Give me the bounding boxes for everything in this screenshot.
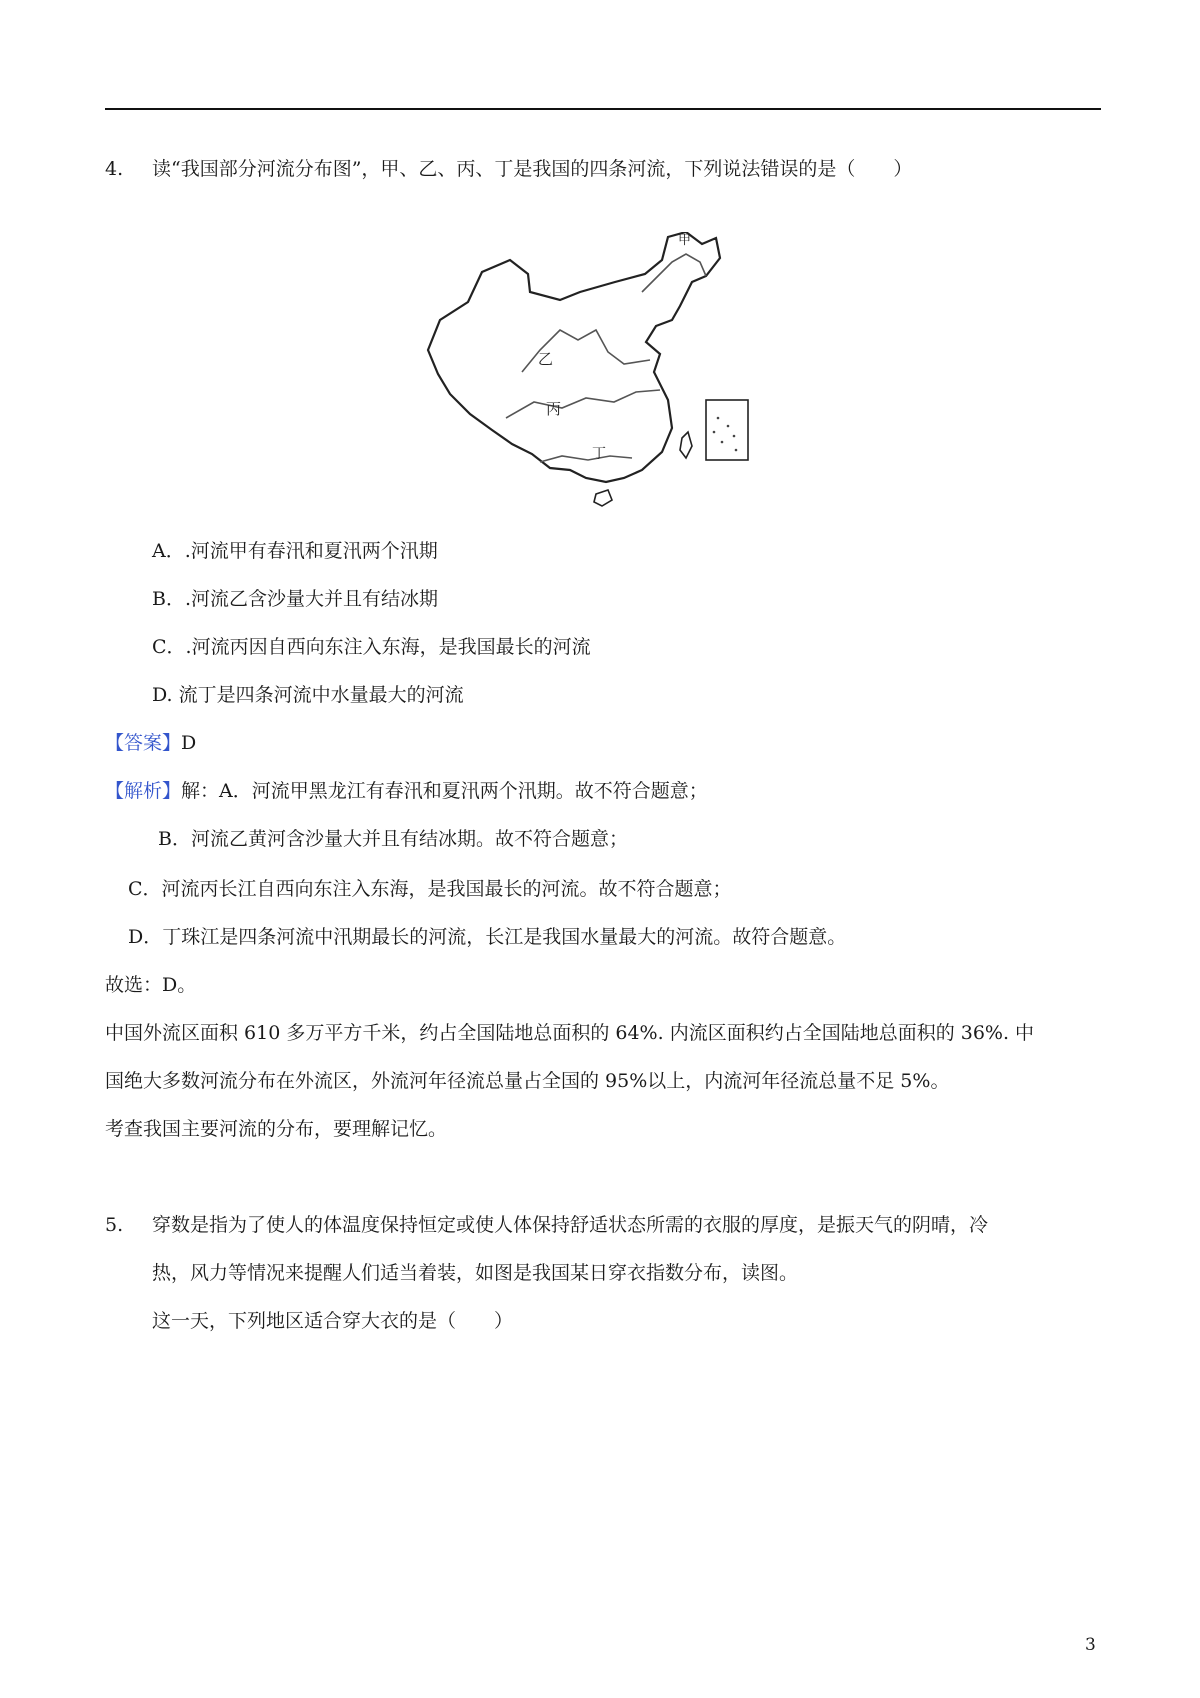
country-outline [428, 232, 720, 482]
river-ding [540, 456, 632, 462]
south-sea-inset [706, 400, 748, 460]
analysis-label: 【解析】 [105, 780, 182, 802]
analysis-line: B．河流乙黄河含沙量大并且有结冰期。故不符合题意； [158, 828, 628, 850]
answer-row [105, 730, 196, 756]
analysis-line: D．丁珠江是四条河流中汛期最长的河流，长江是我国水量最大的河流。故符合题意。 [128, 926, 847, 948]
q5-line: 穿数是指为了使人的体温度保持恒定或使人体保持舒适状态所需的衣服的厚度，是振天气的阴晴，冷 [152, 1214, 989, 1236]
map-label-jia: 甲 [678, 233, 692, 248]
river-bing [506, 390, 660, 418]
choice-line: 故选：D。 [105, 974, 197, 996]
analysis-row [105, 778, 708, 804]
river-jia [642, 254, 706, 292]
answer-label: 【答案】 [105, 732, 182, 754]
note-line: 国绝大多数河流分布在外流区，外流河年径流总量占全国的 95%以上，内流河年径流总量不足 5%。 [105, 1070, 950, 1092]
q4-option-c: C．.河流丙因自西向东注入东海，是我国最长的河流 [152, 636, 591, 658]
hainan-island [594, 490, 612, 506]
q4-option-b: B．.河流乙含沙量大并且有结冰期 [152, 588, 439, 610]
map-label-ding: 丁 [592, 446, 606, 462]
q4-number: 4. [105, 158, 124, 180]
q5-line: 热，风力等情况来提醒人们适当着装，如图是我国某日穿衣指数分布，读图。 [152, 1262, 799, 1284]
answer-value: D [181, 732, 197, 754]
page-number: 3 [1085, 1635, 1096, 1655]
analysis-line: C．河流丙长江自西向东注入东海，是我国最长的河流。故不符合题意； [128, 878, 732, 900]
analysis-first: 解：A．河流甲黑龙江有春汛和夏汛两个汛期。故不符合题意； [181, 780, 708, 802]
note-line: 中国外流区面积 610 多万平方千米，约占全国陆地总面积的 64%. 内流区面积约占全国陆地总面积的 36%. 中 [105, 1022, 1035, 1044]
header-rule [105, 108, 1101, 110]
taiwan-island [680, 432, 692, 458]
inset-islands [713, 417, 738, 452]
summary-line: 考查我国主要河流的分布，要理解记忆。 [105, 1118, 448, 1140]
q5-line: 这一天，下列地区适合穿大衣的是（ ） [152, 1310, 514, 1332]
q4-option-d: D. 流丁是四条河流中水量最大的河流 [152, 684, 464, 706]
q4-option-a: A．.河流甲有春汛和夏汛两个汛期 [152, 540, 438, 562]
china-river-map [410, 232, 760, 522]
q4-stem: 读“我国部分河流分布图”，甲、乙、丙、丁是我国的四条河流，下列说法错误的是（ ） [152, 158, 913, 180]
map-label-yi: 乙 [538, 350, 554, 368]
map-label-bing: 丙 [546, 400, 562, 418]
q5-number: 5. [105, 1214, 124, 1236]
